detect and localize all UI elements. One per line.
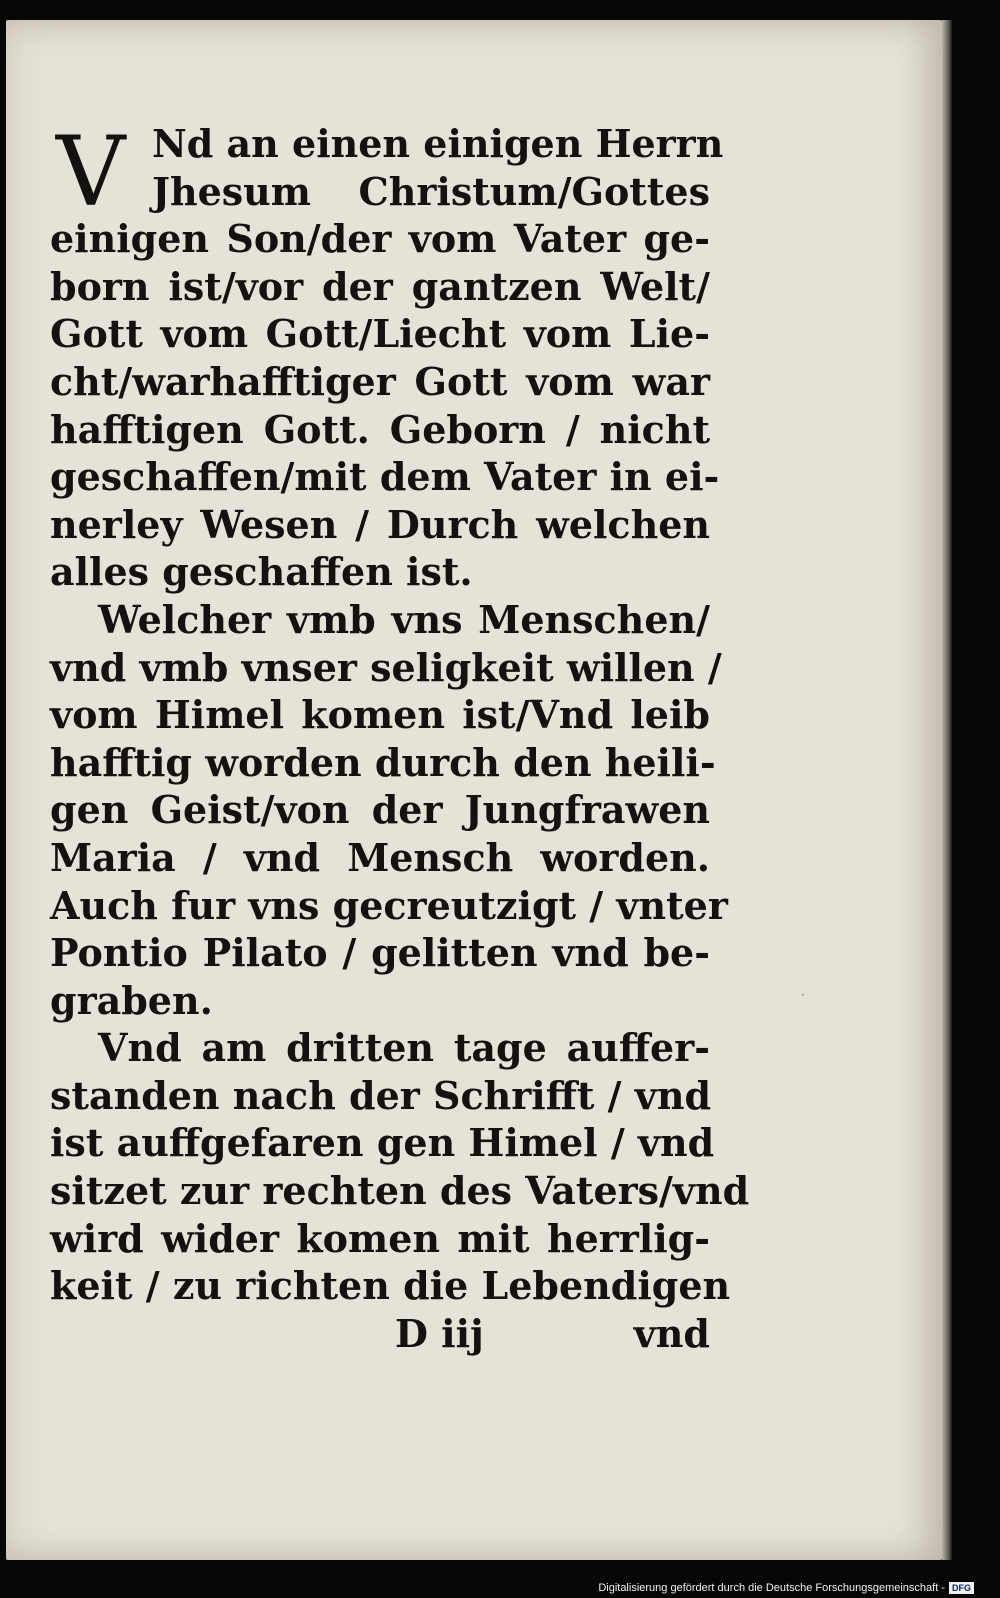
text-line: gen Geist/von der Jungfrawen <box>50 787 710 833</box>
text-line: vom Himel komen ist/Vnd leib <box>50 692 710 738</box>
page-text <box>50 116 750 1310</box>
text-line: standen nach der Schrifft / vnd <box>50 1072 712 1118</box>
book-page <box>6 20 942 1560</box>
text-line: born ist/vor der gantzen Welt/ <box>50 263 710 309</box>
text-line: Welcher vmb vns Menschen/ <box>98 596 710 642</box>
text-line: vnd vmb vnser seligkeit willen / <box>50 644 722 690</box>
text-line: hafftig worden durch den heili- <box>50 739 716 785</box>
dfg-logo: DFG <box>949 1582 974 1594</box>
catchline <box>50 1311 710 1359</box>
text-line: Maria / vnd Mensch worden. <box>50 834 710 880</box>
text-line: sitzet zur rechten des Vaters/vnd <box>50 1168 750 1214</box>
footer-text: Digitalisierung gefördert durch die Deutsche Forschungsgemeinschaft - <box>598 1582 945 1594</box>
text-line: Vnd am dritten tage auffer- <box>98 1025 710 1071</box>
paper-speck: · <box>801 988 805 1002</box>
text-line: ist auffgefaren gen Himel / vnd <box>50 1120 715 1166</box>
drop-initial: V <box>56 116 126 228</box>
text-line: Pontio Pilato / gelitten vnd be- <box>50 930 710 976</box>
text-line: keit / zu richten die Lebendigen <box>50 1263 731 1309</box>
text-line: wird wider komen mit herrlig- <box>50 1215 710 1261</box>
text-line: nerley Wesen / Durch welchen <box>50 501 710 547</box>
text-line: geschaffen/mit dem Vater in ei- <box>50 454 720 500</box>
text-line: graben. <box>50 977 213 1023</box>
page-edge <box>942 20 952 1560</box>
footer-credit <box>598 1582 974 1594</box>
text-line: Nd an einen einigen Herrn <box>152 121 724 166</box>
text-line: Jhesum Christum/Gottes <box>152 168 710 214</box>
text-line: cht/warhafftiger Gott vom war <box>50 358 710 404</box>
text-line: hafftigen Gott. Geborn / nicht <box>50 406 710 452</box>
text-lines <box>50 116 750 1310</box>
catchword: vnd <box>633 1311 710 1356</box>
text-line: einigen Son/der vom Vater ge- <box>50 216 710 262</box>
text-line: Gott vom Gott/Liecht vom Lie- <box>50 311 710 357</box>
text-line: alles geschaffen ist. <box>50 549 473 595</box>
signature-mark: D iij <box>395 1311 484 1356</box>
text-line: Auch fur vns gecreutzigt / vnter <box>50 882 728 928</box>
